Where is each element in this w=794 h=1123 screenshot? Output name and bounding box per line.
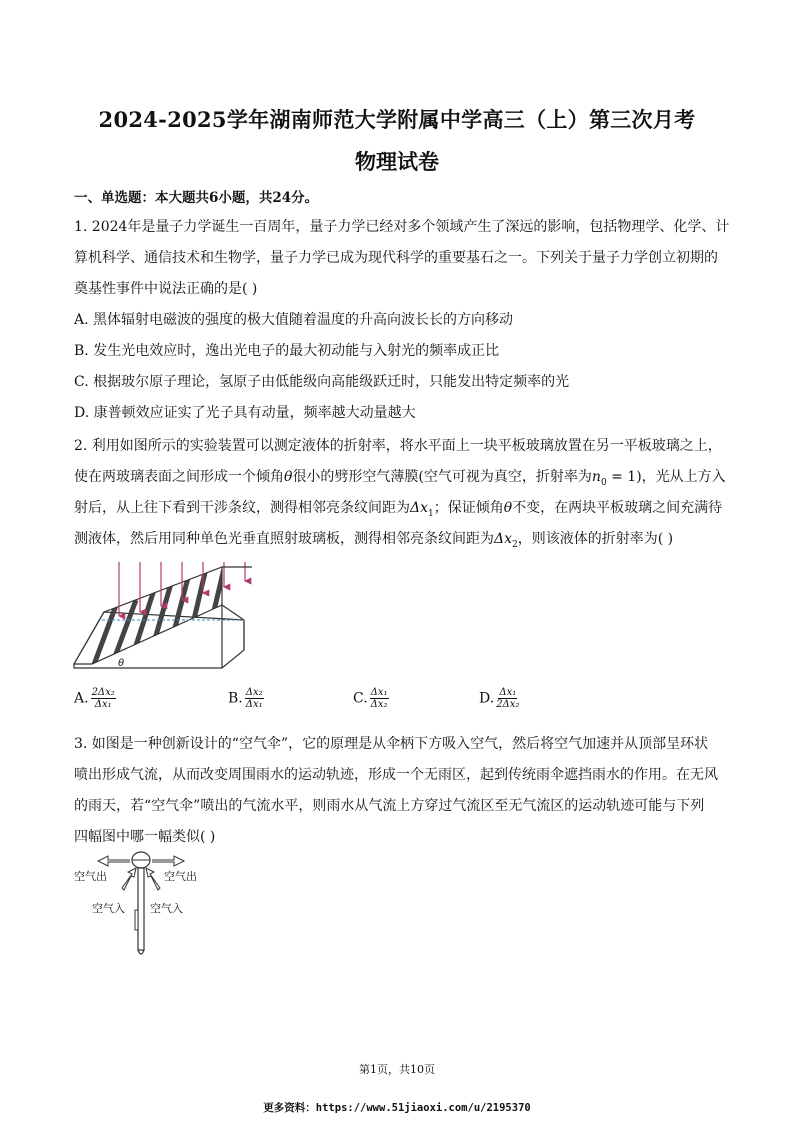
air-in-left-label: 空气入 [92,902,125,915]
q2-choice-c: C. $\frac{\text{Δx₁}}{\text{Δx₂}}$ [353,687,388,710]
more-resources-link[interactable]: 更多资料：https://www.51jiaoxi.com/u/2195370 [263,1102,531,1114]
air-umbrella-figure [66,850,216,965]
wedge-figure [72,560,272,675]
q3-line-4: 四幅图中哪一幅类似( ) [74,829,216,845]
q2-choice-d: D. $\frac{\text{Δx₁}}{\text{2Δx₂}}$ [479,687,520,710]
q1-option-c: C. 根据玻尔原子理论，氢原子由低能级向高能级跃迁时，只能发出特定频率的光 [74,374,570,390]
q1-line-2: 算机科学、通信技术和生物学，量子力学已成为现代科学的重要基石之一。下列关于量子力学创立初期的 [74,250,718,266]
theta-label: θ [118,658,125,669]
q1-line-1: 1. 2024年是量子力学诞生一百周年，量子力学已经对多个领域产生了深远的影响，包括物理学、化学、计 [74,219,730,235]
q2-choice-b: B. $\frac{\text{Δx₂}}{\text{Δx₁}}$ [228,687,263,710]
exam-subtitle: 物理试卷 [355,149,439,174]
q3-line-3: 的雨天，若“空气伞”喷出的气流水平，则雨水从气流上方穿过气流区至无气流区的运动轨迹可能与下列 [74,798,705,814]
q1-option-b: B. 发生光电效应时，逸出光电子的最大初动能与入射光的频率成正比 [74,343,500,359]
q2-line-3: 射后，从上往下看到干涉条纹，测得相邻亮条纹间距为$\Delta x_1$；保证倾角θ不变，在两块平板玻璃之间充满待 [74,500,723,519]
q2-line-2: 使在两玻璃表面之间形成一个倾角θ很小的劈形空气薄膜(空气可视为真空，折射率为$n_0 = 1$)，光从上方入 [74,469,726,488]
q3-line-1: 3. 如图是一种创新设计的“空气伞”，它的原理是从伞柄下方吸入空气，然后将空气加速并从顶部呈环状 [74,736,709,752]
page-number: 第1页，共10页 [359,1063,435,1076]
exam-title: 2024-2025学年湖南师范大学附属中学高三（上）第三次月考 [98,107,696,132]
air-out-left-label: 空气出 [74,870,107,883]
air-in-right-label: 空气入 [150,902,183,915]
q2-choice-a: A. $\frac{\text{2Δx₂}}{\text{Δx₁}}$ [74,687,115,710]
q1-option-a: A. 黑体辐射电磁波的强度的极大值随着温度的升高向波长长的方向移动 [74,312,514,328]
q2-line-1: 2. 利用如图所示的实验装置可以测定液体的折射率，将水平面上一块平板玻璃放置在另一平板玻璃之上， [74,438,722,454]
q1-option-d: D. 康普顿效应证实了光子具有动量，频率越大动量越大 [74,405,416,421]
q3-line-2: 喷出形成气流，从而改变周围雨水的运动轨迹，形成一个无雨区，起到传统雨伞遮挡雨水的作用。在无风 [74,767,718,783]
q1-line-3: 奠基性事件中说法正确的是( ) [74,281,258,297]
q2-line-4: 测液体，然后用同种单色光垂直照射玻璃板，测得相邻亮条纹间距为$\Delta x_2$，则该液体的折射率为( ) [74,531,674,550]
air-out-right-label: 空气出 [164,870,197,883]
section-heading: 一、单选题：本大题共6小题，共24分。 [74,190,319,206]
